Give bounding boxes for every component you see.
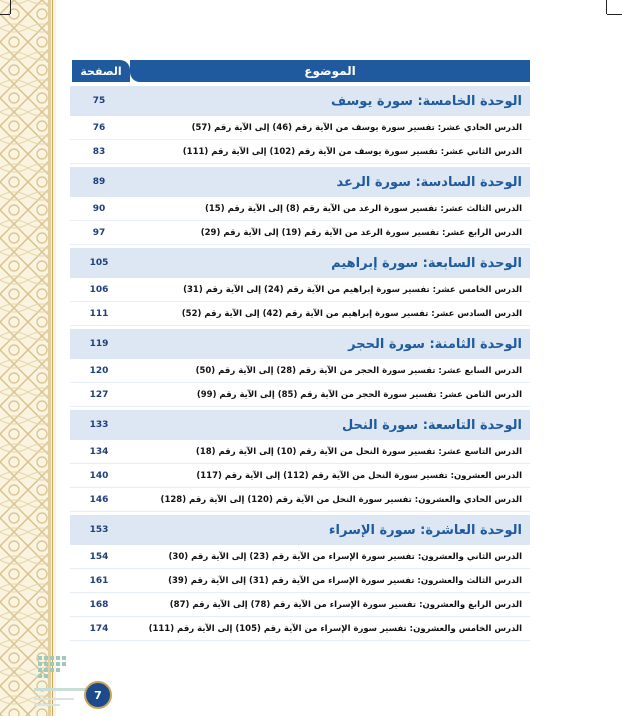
unit-row[interactable] [70, 515, 530, 545]
lesson-title: الدرس الثالث والعشرون: تفسير سورة الإسراء من الآية رقم (31) إلى الآية رقم (39) [168, 575, 522, 586]
lesson-title: الدرس الثاني عشر: تفسير سورة يوسف من الآية رقم (102) إلى الآية رقم (111) [182, 146, 522, 157]
lesson-page-number: 134 [89, 446, 109, 457]
lesson-title: الدرس السابع عشر: تفسير سورة الحجر من الآية رقم (28) إلى الآية رقم (50) [195, 365, 522, 376]
lesson-row[interactable] [70, 464, 530, 488]
lesson-title: الدرس الثالث عشر: تفسير سورة الرعد من الآية رقم (8) إلى الآية رقم (15) [205, 203, 522, 214]
lesson-title: الدرس العشرون: تفسير سورة النحل من الآية رقم (112) إلى الآية رقم (117) [196, 470, 522, 481]
page-header: الصفحة [72, 60, 130, 82]
lesson-page-number: 161 [89, 575, 109, 586]
crop-mark [606, 0, 607, 14]
toc-body [70, 86, 530, 641]
lesson-row[interactable] [70, 359, 530, 383]
unit-title: الوحدة التاسعة: سورة النحل [341, 417, 522, 433]
table-of-contents [70, 60, 530, 641]
lesson-row[interactable] [70, 197, 530, 221]
lesson-page-number: 76 [92, 122, 106, 133]
unit-title: الوحدة الخامسة: سورة يوسف [331, 93, 522, 109]
lesson-page-number: 146 [89, 494, 109, 505]
lesson-page-number: 97 [92, 227, 106, 238]
lesson-page-number: 174 [89, 623, 109, 634]
arabesque-pattern-icon [0, 0, 56, 716]
lesson-page-number: 140 [89, 470, 109, 481]
unit-title: الوحدة العاشرة: سورة الإسراء [328, 522, 522, 538]
unit-row[interactable] [70, 167, 530, 197]
unit-page-number: 75 [92, 96, 106, 106]
lesson-row[interactable] [70, 440, 530, 464]
lesson-row[interactable] [70, 221, 530, 245]
crop-mark [0, 14, 10, 15]
lesson-row[interactable] [70, 383, 530, 407]
lesson-title: الدرس الخامس والعشرون: تفسير سورة الإسراء من الآية رقم (105) إلى الآية رقم (111) [148, 623, 522, 634]
lesson-title: الدرس التاسع عشر: تفسير سورة النحل من الآية رقم (10) إلى الآية رقم (18) [195, 446, 522, 457]
lesson-row[interactable] [70, 278, 530, 302]
lesson-row[interactable] [70, 617, 530, 641]
lesson-row[interactable] [70, 488, 530, 512]
lesson-row[interactable] [70, 593, 530, 617]
lesson-page-number: 90 [92, 203, 106, 214]
unit-row[interactable] [70, 248, 530, 278]
lesson-row[interactable] [70, 302, 530, 326]
unit-page-number: 105 [89, 258, 109, 268]
unit-page-number: 119 [89, 339, 109, 349]
unit-page-number: 153 [89, 525, 109, 535]
lesson-page-number: 83 [92, 146, 106, 157]
lesson-page-number: 111 [89, 308, 109, 319]
page-number-badge: 7 [84, 681, 112, 709]
lesson-title: الدرس الحادي عشر: تفسير سورة يوسف من الآية رقم (46) إلى الآية رقم (57) [191, 122, 522, 133]
lesson-page-number: 127 [89, 389, 109, 400]
unit-row[interactable] [70, 329, 530, 359]
lesson-page-number: 154 [89, 551, 109, 562]
lesson-title: الدرس الثاني والعشرون: تفسير سورة الإسراء من الآية رقم (23) إلى الآية رقم (30) [168, 551, 522, 562]
lesson-title: الدرس الرابع والعشرون: تفسير سورة الإسراء من الآية رقم (78) إلى الآية رقم (87) [169, 599, 522, 610]
crop-mark [607, 14, 622, 15]
lesson-row[interactable] [70, 569, 530, 593]
topic-header: الموضوع [130, 60, 530, 82]
lesson-title: الدرس الحادي والعشرون: تفسير سورة النحل من الآية رقم (120) إلى الآية رقم (128) [160, 494, 522, 505]
lesson-page-number: 120 [89, 365, 109, 376]
lesson-title: الدرس السادس عشر: تفسير سورة إبراهيم من الآية رقم (42) إلى الآية رقم (52) [181, 308, 522, 319]
crop-mark [10, 0, 11, 14]
lesson-title: الدرس الرابع عشر: تفسير سورة الرعد من الآية رقم (19) إلى الآية رقم (29) [200, 227, 522, 238]
unit-page-number: 89 [92, 177, 106, 187]
unit-title: الوحدة السادسة: سورة الرعد [336, 174, 522, 190]
unit-title: الوحدة الثامنة: سورة الحجر [348, 336, 522, 352]
lesson-page-number: 168 [89, 599, 109, 610]
lesson-row[interactable] [70, 116, 530, 140]
unit-page-number: 133 [89, 420, 109, 430]
unit-title: الوحدة السابعة: سورة إبراهيم [331, 255, 522, 271]
lesson-page-number: 106 [89, 284, 109, 295]
lesson-row[interactable] [70, 140, 530, 164]
lesson-title: الدرس الخامس عشر: تفسير سورة إبراهيم من الآية رقم (24) إلى الآية رقم (31) [183, 284, 522, 295]
unit-row[interactable] [70, 410, 530, 440]
lesson-title: الدرس الثامن عشر: تفسير سورة الحجر من الآية رقم (85) إلى الآية رقم (99) [196, 389, 522, 400]
lesson-row[interactable] [70, 545, 530, 569]
toc-header [70, 60, 530, 82]
unit-row[interactable] [70, 86, 530, 116]
ornamental-border [0, 0, 56, 716]
